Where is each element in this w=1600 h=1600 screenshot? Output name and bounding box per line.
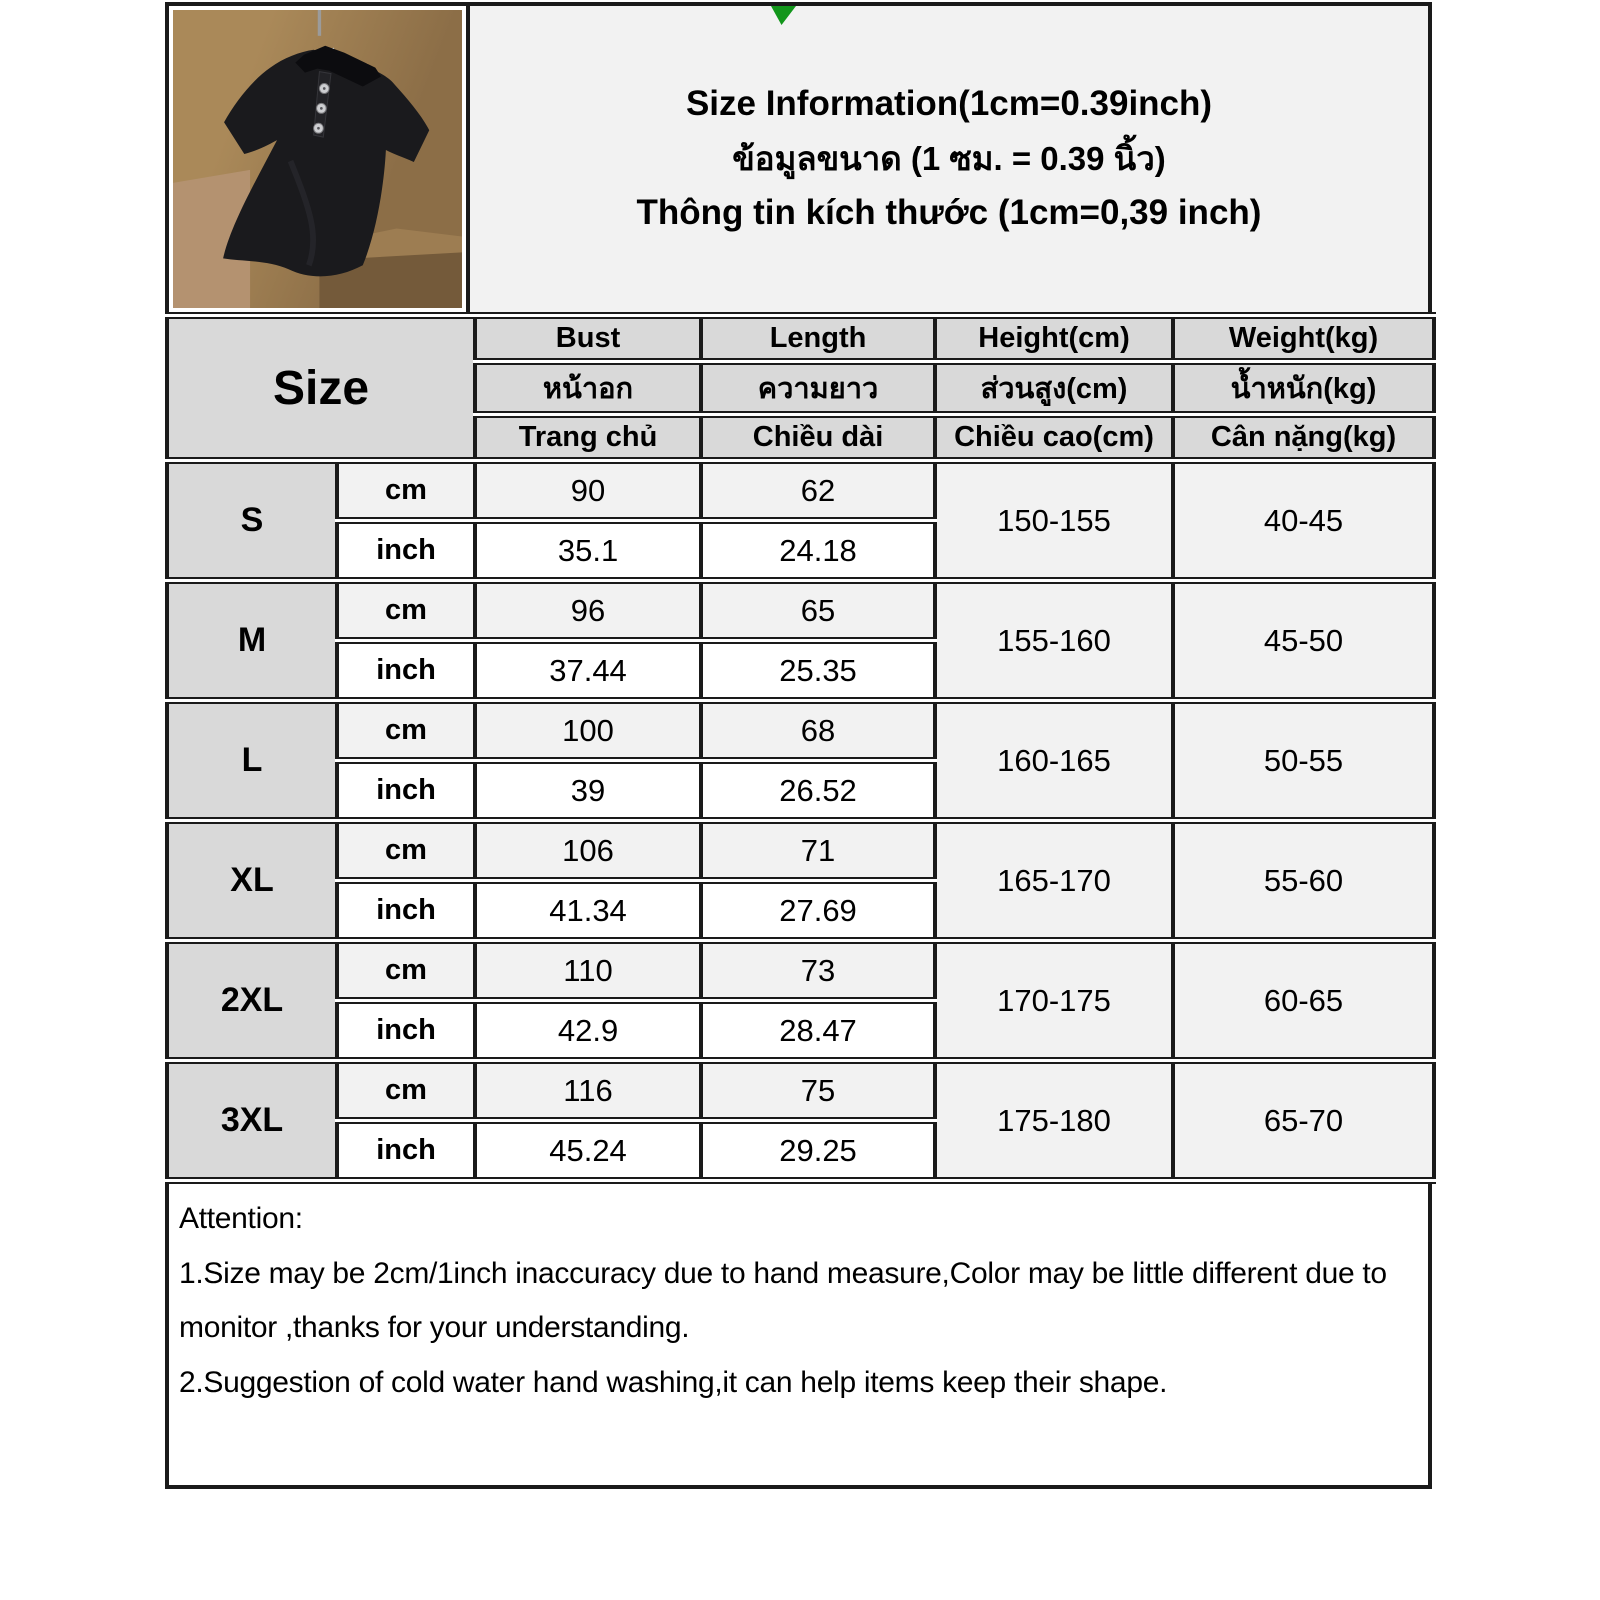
size-s-length-inch: 24.18 (701, 521, 935, 581)
size-xl-bust-cm: 106 (475, 821, 701, 881)
header-bust-en: Bust (475, 316, 701, 362)
size-chart-sheet (165, 2, 1432, 1489)
size-s-bust-cm: 90 (475, 461, 701, 521)
header-weight-th: น้ำหนัก(kg) (1173, 362, 1434, 415)
size-l-weight: 50-55 (1173, 701, 1434, 821)
polo-shirt-illustration (173, 10, 462, 308)
size-3xl-bust-inch: 45.24 (475, 1121, 701, 1181)
size-column-header: Size (167, 316, 475, 461)
size-3xl-weight: 65-70 (1173, 1061, 1434, 1181)
size-l-unit-cm: cm (337, 701, 475, 761)
size-xl-weight: 55-60 (1173, 821, 1434, 941)
size-2xl-unit-cm: cm (337, 941, 475, 1001)
size-xl-unit-inch: inch (337, 881, 475, 941)
attention-box (165, 1184, 1432, 1489)
size-xl-height: 165-170 (935, 821, 1173, 941)
size-3xl-height: 175-180 (935, 1061, 1173, 1181)
size-l-label: L (167, 701, 337, 821)
size-3xl-label: 3XL (167, 1061, 337, 1181)
attention-heading: Attention: (179, 1202, 303, 1235)
size-2xl-bust-inch: 42.9 (475, 1001, 701, 1061)
size-m-unit-cm: cm (337, 581, 475, 641)
size-l-height: 160-165 (935, 701, 1173, 821)
header-length-th: ความยาว (701, 362, 935, 415)
size-l-length-cm: 68 (701, 701, 935, 761)
header-height-en: Height(cm) (935, 316, 1173, 362)
size-m-label: M (167, 581, 337, 701)
size-s-label: S (167, 461, 337, 581)
size-3xl-unit-cm: cm (337, 1061, 475, 1121)
size-s-height: 150-155 (935, 461, 1173, 581)
size-m-unit-inch: inch (337, 641, 475, 701)
green-corner-marker-icon (771, 6, 796, 25)
size-xl-bust-inch: 41.34 (475, 881, 701, 941)
header-bust-th: หน้าอก (475, 362, 701, 415)
title-english: Size Information(1cm=0.39inch) (685, 84, 1213, 124)
top-section (165, 2, 1432, 312)
size-s-unit-inch: inch (337, 521, 475, 581)
size-2xl-unit-inch: inch (337, 1001, 475, 1061)
size-xl-length-inch: 27.69 (701, 881, 935, 941)
size-xl-label: XL (167, 821, 337, 941)
header-bust-vi: Trang chủ (475, 415, 701, 461)
size-m-bust-inch: 37.44 (475, 641, 701, 701)
size-2xl-label: 2XL (167, 941, 337, 1061)
header-weight-en: Weight(kg) (1173, 316, 1434, 362)
size-3xl-length-cm: 75 (701, 1061, 935, 1121)
header-height-th: ส่วนสูง(cm) (935, 362, 1173, 415)
size-s-length-cm: 62 (701, 461, 935, 521)
title-thai: ข้อมูลขนาด (1 ซม. = 0.39 นิ้ว) (732, 139, 1166, 177)
header-length-vi: Chiều dài (701, 415, 935, 461)
size-m-height: 155-160 (935, 581, 1173, 701)
size-l-unit-inch: inch (337, 761, 475, 821)
size-l-length-inch: 26.52 (701, 761, 935, 821)
size-2xl-length-cm: 73 (701, 941, 935, 1001)
size-2xl-bust-cm: 110 (475, 941, 701, 1001)
size-2xl-length-inch: 28.47 (701, 1001, 935, 1061)
header-height-vi: Chiều cao(cm) (935, 415, 1173, 461)
size-3xl-unit-inch: inch (337, 1121, 475, 1181)
header-length-en: Length (701, 316, 935, 362)
size-xl-unit-cm: cm (337, 821, 475, 881)
size-m-length-cm: 65 (701, 581, 935, 641)
size-l-bust-cm: 100 (475, 701, 701, 761)
size-s-bust-inch: 35.1 (475, 521, 701, 581)
title-panel (470, 6, 1428, 312)
title-vietnamese: Thông tin kích thước (1cm=0,39 inch) (636, 193, 1262, 233)
size-2xl-height: 170-175 (935, 941, 1173, 1061)
attention-note-2: 2.Suggestion of cold water hand washing,it can help items keep their shape. (179, 1365, 1168, 1399)
size-xl-length-cm: 71 (701, 821, 935, 881)
size-chart-table (165, 312, 1436, 1184)
header-weight-vi: Cân nặng(kg) (1173, 415, 1434, 461)
size-m-length-inch: 25.35 (701, 641, 935, 701)
size-2xl-weight: 60-65 (1173, 941, 1434, 1061)
size-3xl-bust-cm: 116 (475, 1061, 701, 1121)
size-m-bust-cm: 96 (475, 581, 701, 641)
size-3xl-length-inch: 29.25 (701, 1121, 935, 1181)
size-s-unit-cm: cm (337, 461, 475, 521)
product-image (169, 6, 470, 312)
size-m-weight: 45-50 (1173, 581, 1434, 701)
size-s-weight: 40-45 (1173, 461, 1434, 581)
attention-note-1: 1.Size may be 2cm/1inch inaccuracy due to hand measure,Color may be little different due to monitor ,thanks for your understanding. (179, 1256, 1387, 1345)
size-l-bust-inch: 39 (475, 761, 701, 821)
